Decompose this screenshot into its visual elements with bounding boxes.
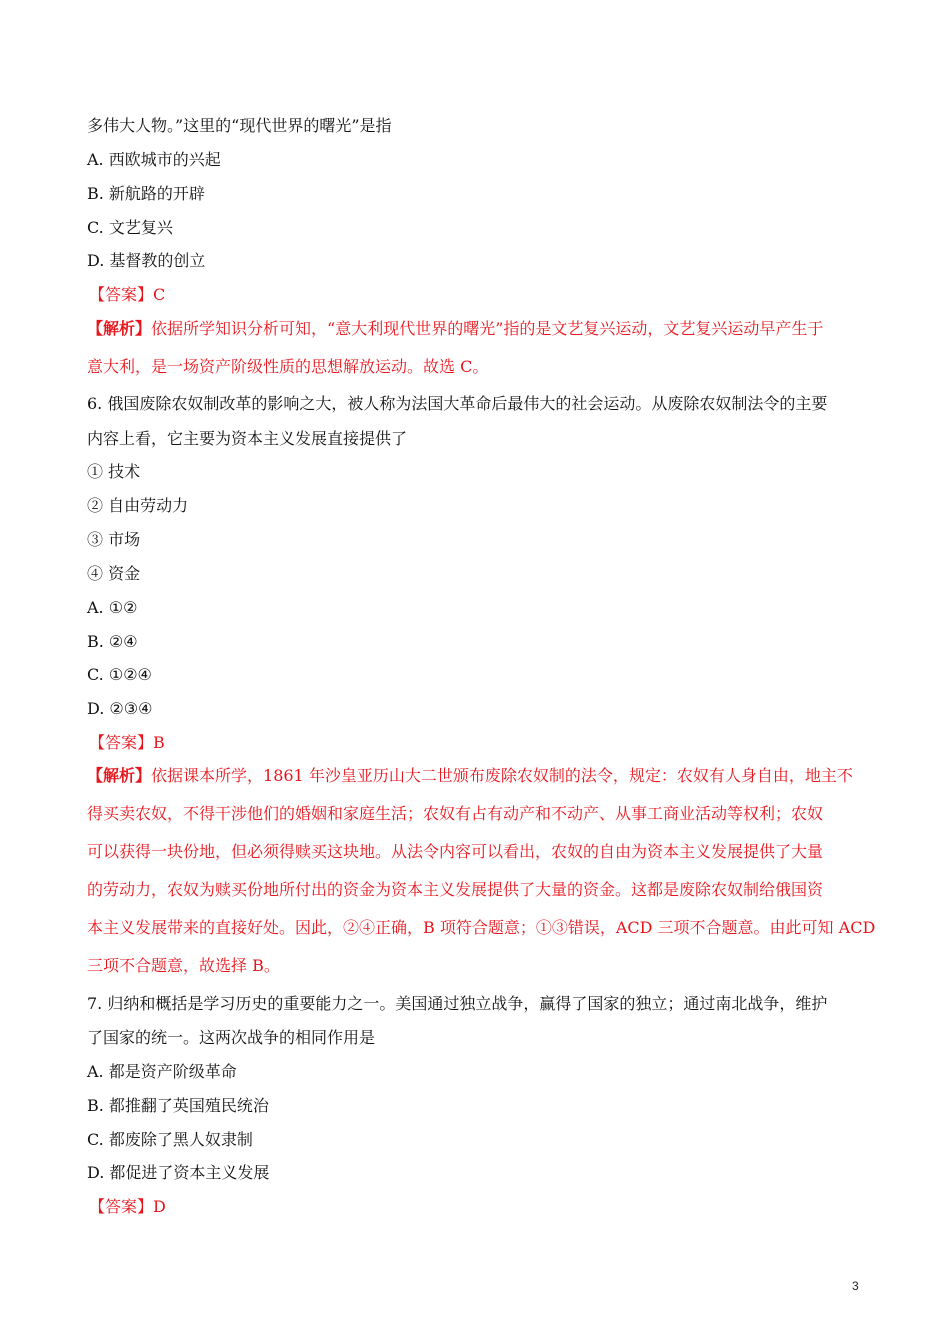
q7-stem-line-2: 了国家的统一。这两次战争的相同作用是 bbox=[87, 1028, 376, 1047]
analysis-label: 【解析】 bbox=[87, 766, 152, 785]
q6-option-d: D. ②③④ bbox=[87, 699, 153, 718]
q7-option-d: D. 都促进了资本主义发展 bbox=[87, 1163, 270, 1182]
q6-option-b: B. ②④ bbox=[87, 632, 138, 651]
q6-answer bbox=[89, 733, 165, 753]
q5-analysis-line-2: 意大利，是一场资产阶级性质的思想解放运动。故选 C。 bbox=[87, 357, 489, 376]
q6-item-3: ③ 市场 bbox=[87, 530, 141, 549]
q6-item-2: ② 自由劳动力 bbox=[87, 496, 189, 515]
q6-analysis-line-6: 三项不合题意，故选择 B。 bbox=[87, 956, 280, 975]
q7-option-b: B. 都推翻了英国殖民统治 bbox=[87, 1096, 269, 1115]
answer-label: 【答案】 bbox=[89, 1197, 154, 1216]
answer-value: C bbox=[153, 285, 166, 304]
q7-stem-line-1: 7. 归纳和概括是学习历史的重要能力之一。美国通过独立战争，赢得了国家的独立；通过南北战争，维护 bbox=[87, 994, 828, 1013]
q7-option-c: C. 都废除了黑人奴隶制 bbox=[87, 1130, 253, 1149]
q5-answer bbox=[89, 285, 165, 305]
q6-option-c: C. ①②④ bbox=[87, 665, 152, 684]
q6-analysis-line-5: 本主义发展带来的直接好处。因此，②④正确，B 项符合题意；①③错误，ACD 三项不合题意。由此可知 ACD bbox=[87, 918, 876, 937]
answer-value: D bbox=[153, 1197, 166, 1216]
q5-option-b: B. 新航路的开辟 bbox=[87, 184, 205, 203]
q6-item-1: ① 技术 bbox=[87, 462, 141, 481]
q6-stem-line-2: 内容上看，它主要为资本主义发展直接提供了 bbox=[87, 429, 408, 448]
answer-label: 【答案】 bbox=[89, 285, 154, 304]
q5-option-c: C. 文艺复兴 bbox=[87, 218, 173, 237]
q5-analysis-line-1: 【解析】依据所学知识分析可知，“意大利现代世界的曙光”指的是文艺复兴运动，文艺复兴运动早产生于 bbox=[87, 319, 824, 338]
answer-label: 【答案】 bbox=[89, 733, 154, 752]
q6-analysis-line-4: 的劳动力，农奴为赎买份地所付出的资金为资本主义发展提供了大量的资金。这都是废除农奴制给俄国资 bbox=[87, 880, 824, 899]
q7-answer bbox=[89, 1197, 166, 1217]
q7-option-a: A. 都是资产阶级革命 bbox=[87, 1062, 237, 1081]
answer-value: B bbox=[153, 733, 165, 752]
q6-stem-line-1: 6. 俄国废除农奴制改革的影响之大，被人称为法国大革命后最伟大的社会运动。从废除农奴制法令的主要 bbox=[87, 394, 828, 413]
page-number: 3 bbox=[852, 1279, 859, 1293]
analysis-label: 【解析】 bbox=[87, 319, 152, 338]
q6-analysis-line-2: 得买卖农奴，不得干涉他们的婚姻和家庭生活；农奴有占有动产和不动产、从事工商业活动等权利；农奴 bbox=[87, 804, 824, 823]
q5-stem: 多伟大人物。”这里的“现代世界的曙光”是指 bbox=[87, 116, 392, 135]
q6-item-4: ④ 资金 bbox=[87, 564, 141, 583]
q6-option-a: A. ①② bbox=[87, 598, 138, 617]
q5-option-d: D. 基督教的创立 bbox=[87, 251, 206, 270]
q5-option-a: A. 西欧城市的兴起 bbox=[87, 150, 221, 169]
q6-analysis-line-3: 可以获得一块份地，但必须得赎买这块地。从法令内容可以看出，农奴的自由为资本主义发展提供了大量 bbox=[87, 842, 824, 861]
q6-analysis-line-1: 【解析】依据课本所学，1861 年沙皇亚历山大二世颁布废除农奴制的法令，规定：农奴有人身自由，地主不 bbox=[87, 766, 853, 785]
